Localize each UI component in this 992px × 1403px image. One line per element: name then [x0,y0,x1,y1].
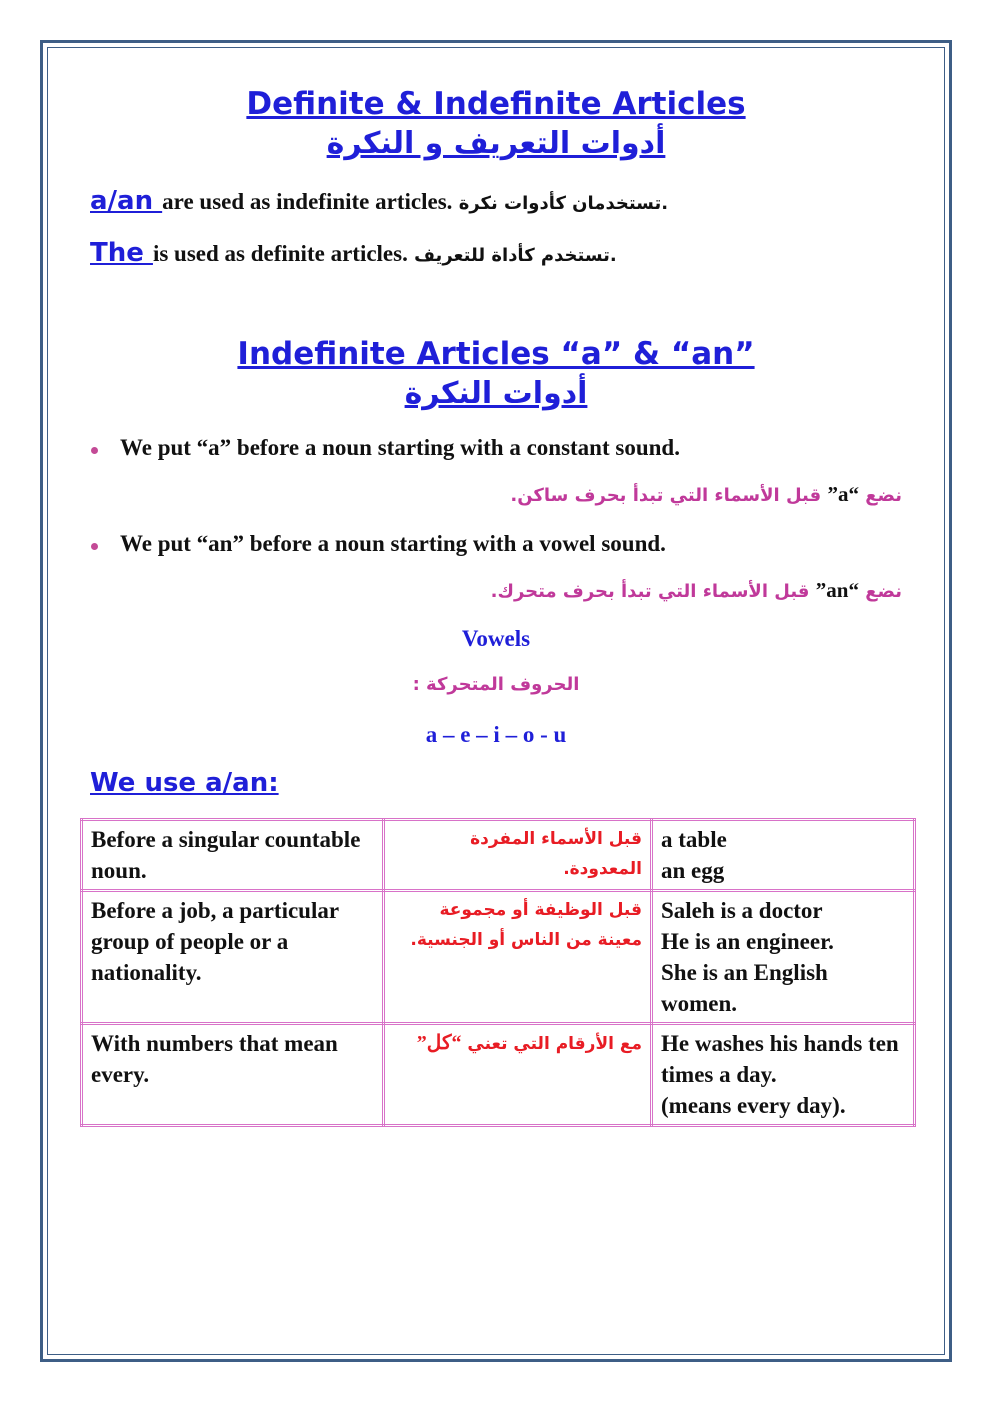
vowels-arabic-label: الحروف المتحركة : [412,674,580,695]
vowels-label: Vowels [461,626,531,651]
usage-arabic-cell: قبل الأسماء المفردة المعدودة. [384,820,652,891]
usage-english-cell: Before a job, a particular group of people or a nationality. [82,891,384,1024]
intro-line-indefinite [90,186,668,216]
intro-english: are used as indefinite articles. [162,189,453,214]
bullet-dot [91,543,98,550]
intro-arabic: تستخدم كأداة للتعريف. [407,245,617,266]
rule-a-arabic-prefix: نضع [858,485,902,506]
section-heading-indefinite-arabic: أدوات النكرة [404,376,588,411]
rule-an-arabic-rest: قبل الأسماء التي تبدأ بحرف متحرك. [490,581,816,602]
rule-a-english: We put “a” before a noun starting with a constant sound. [120,435,680,460]
rule-an-arabic-prefix: نضع [858,581,902,602]
usage-english-cell: With numbers that mean every. [82,1024,384,1126]
use-heading: We use a/an: [90,768,279,798]
rule-an-article: “an” [815,578,859,602]
usage-arabic-cell: قبل الوظيفة أو مجموعة معينة من الناس أو الجنسية. [384,891,652,1024]
usage-example-cell: a table an egg [652,820,915,891]
table-row [82,820,915,891]
usage-table [80,818,916,1127]
term-the: The [90,238,153,268]
usage-arabic-quote: “كل” [416,1032,462,1054]
rule-an-english: We put “an” before a noun starting with a vowel sound. [120,531,666,556]
page-title-arabic: أدوات التعريف و النكرة [326,126,666,161]
usage-example-cell: Saleh is a doctor He is an engineer. She is an English women. [652,891,915,1024]
rule-an-arabic [491,578,902,603]
rule-a-article: “a” [827,482,859,506]
rule-a-arabic-rest: قبل الأسماء التي تبدأ بحرف ساكن. [510,485,828,506]
intro-english: is used as definite articles. [152,241,408,266]
usage-example-cell: He washes his hands ten times a day. (means every day). [652,1024,915,1126]
usage-english-cell: Before a singular countable noun. [82,820,384,891]
term-a-an: a/an [90,186,163,216]
bullet-dot [91,447,98,454]
usage-arabic-cell [384,1024,652,1126]
intro-line-definite [90,238,617,268]
table-row [82,1024,915,1126]
usage-arabic-prefix: مع الأرقام التي تعني [461,1034,642,1054]
vowels-letters: a – e – i – o - u [425,722,567,747]
rule-a-arabic [510,482,902,507]
table-row [82,891,915,1024]
intro-arabic: تستخدمان كأدوات نكرة. [452,193,669,214]
section-heading-indefinite: Indefinite Articles “a” & “an” [237,336,755,372]
page-title: Definite & Indefinite Articles [246,86,746,122]
